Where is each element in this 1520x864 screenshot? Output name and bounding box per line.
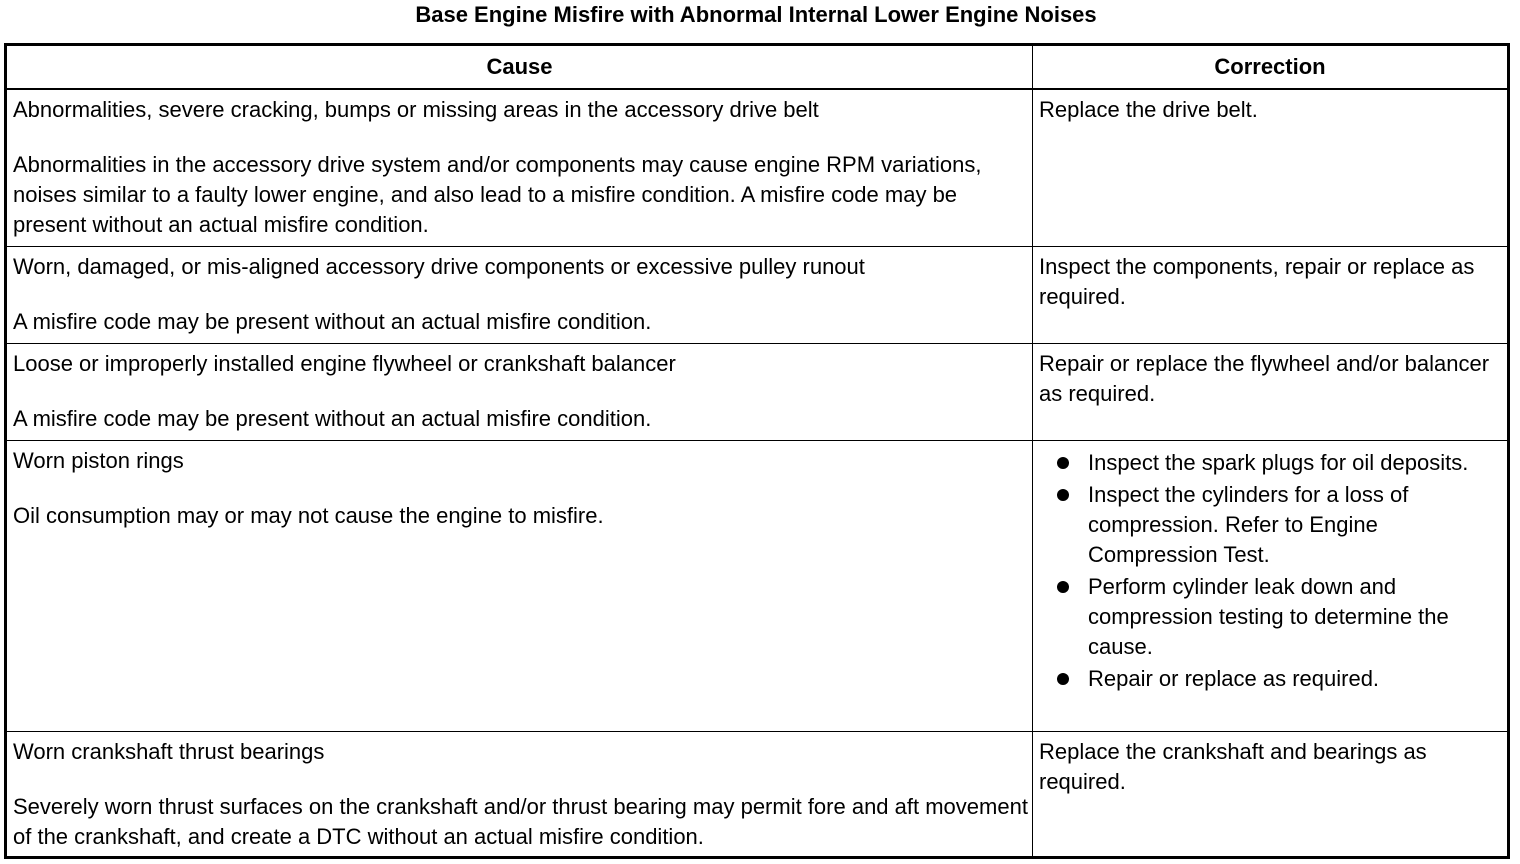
list-item (1039, 664, 1503, 694)
diagnostic-table (4, 43, 1510, 859)
correction-text: Replace the crankshaft and bearings as required. (1039, 738, 1427, 794)
header-row (6, 45, 1509, 90)
correction-text: Inspect the components, repair or replace as required. (1039, 253, 1475, 309)
table-row (6, 246, 1509, 343)
table-row (6, 731, 1509, 857)
cause-column-header: Cause (6, 45, 1033, 90)
table-row (6, 89, 1509, 246)
list-item (1039, 480, 1503, 570)
table-row (6, 343, 1509, 440)
cause-text: Worn crankshaft thrust bearings (13, 738, 325, 764)
page-title: Base Engine Misfire with Abnormal Internal Lower Engine Noises (415, 2, 1097, 27)
cause-cell (6, 440, 1033, 731)
bullet-icon (1057, 581, 1069, 593)
correction-cell (1033, 343, 1509, 440)
bullet-icon (1057, 457, 1069, 469)
correction-text: Replace the drive belt. (1039, 97, 1258, 122)
cause-note: Abnormalities in the accessory drive system and/or components may cause engine RPM variations, noises similar to a faulty lower engine, and also lead to a misfire condition. A misfire code may be present without an actual misfire condition. (13, 152, 982, 237)
correction-cell (1033, 89, 1509, 246)
cause-note: A misfire code may be present without an actual misfire condition. (13, 405, 652, 431)
bullet-icon (1057, 673, 1069, 685)
cause-text: Worn piston rings (13, 447, 184, 473)
cause-text: Loose or improperly installed engine flywheel or crankshaft balancer (13, 350, 676, 376)
bullet-icon (1057, 489, 1069, 501)
correction-text: Repair or replace the flywheel and/or balancer as required. (1039, 350, 1490, 406)
correction-bullet-list (1039, 448, 1503, 694)
cause-cell (6, 246, 1033, 343)
table-row (6, 440, 1509, 731)
cause-note: Oil consumption may or may not cause the engine to misfire. (13, 502, 604, 528)
cause-text: Worn, damaged, or mis-aligned accessory drive components or excessive pulley runout (13, 253, 865, 279)
bullet-text: Repair or replace as required. (1088, 665, 1380, 691)
list-item (1039, 572, 1503, 662)
cause-text: Abnormalities, severe cracking, bumps or missing areas in the accessory drive belt (13, 97, 819, 122)
cause-cell (6, 89, 1033, 246)
cause-cell (6, 731, 1033, 857)
correction-cell (1033, 440, 1509, 731)
correction-cell (1033, 731, 1509, 857)
correction-cell (1033, 246, 1509, 343)
bullet-text: Inspect the cylinders for a loss of compression. Refer to Engine Compression Test. (1088, 481, 1409, 567)
cause-note: A misfire code may be present without an actual misfire condition. (13, 308, 652, 334)
correction-column-header: Correction (1033, 45, 1509, 90)
list-item (1039, 448, 1503, 478)
cause-note: Severely worn thrust surfaces on the crankshaft and/or thrust bearing may permit fore and aft movement of the crankshaft, and create a DTC without an actual misfire condition. (13, 793, 1028, 849)
bullet-text: Inspect the spark plugs for oil deposits. (1088, 449, 1469, 475)
bullet-text: Perform cylinder leak down and compression testing to determine the cause. (1088, 573, 1449, 659)
cause-cell (6, 343, 1033, 440)
